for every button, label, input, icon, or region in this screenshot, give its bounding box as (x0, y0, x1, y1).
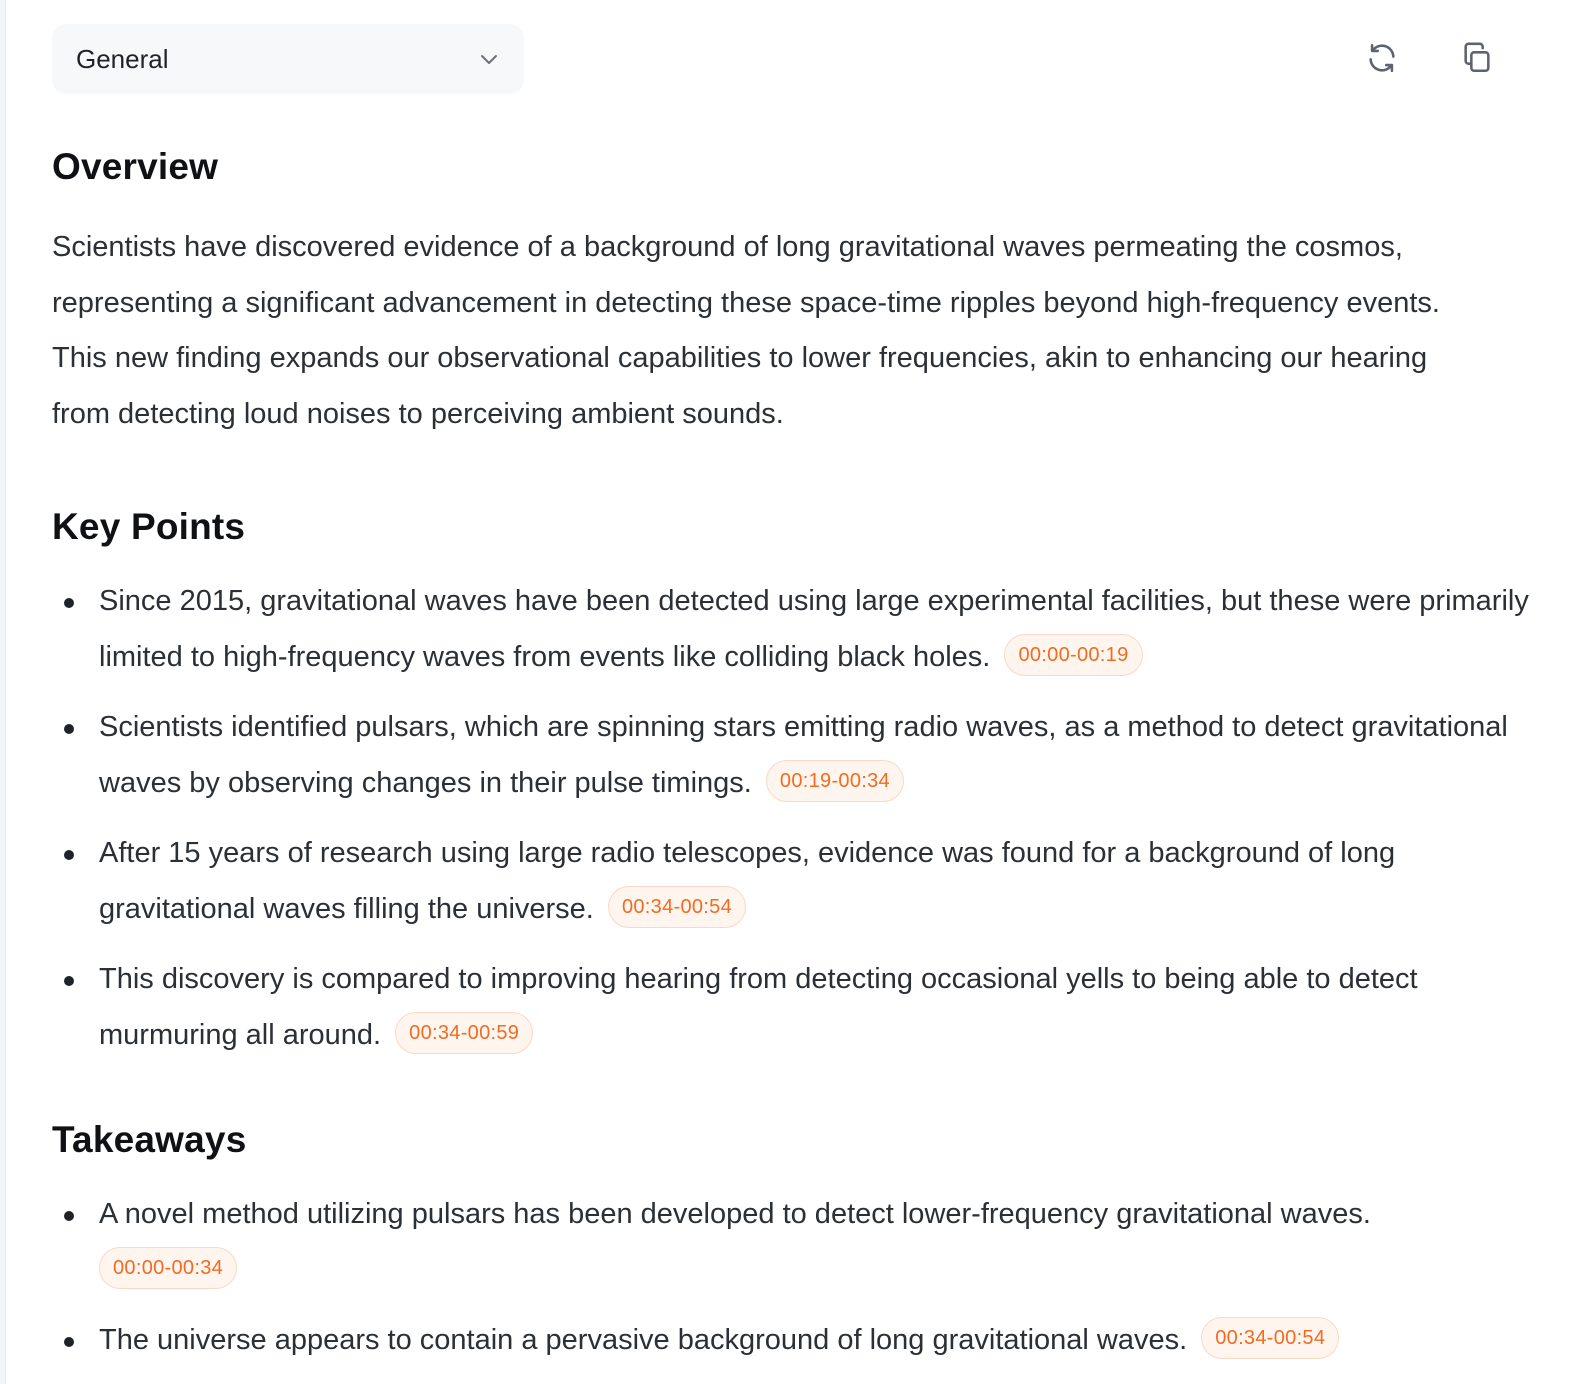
summary-panel (52, 24, 1532, 1384)
key-point-item (52, 952, 1532, 1063)
key-point-item (52, 700, 1532, 811)
key-point-text: Since 2015, gravitational waves have been detected using large experimental facilities, but these were primarily limited to high-frequency waves from events like colliding black holes. (99, 585, 1529, 673)
takeaways-heading: Takeaways (52, 1119, 247, 1160)
key-point-item (52, 826, 1532, 937)
key-points-list (52, 574, 1532, 1063)
timestamp-chip[interactable]: 00:34-00:54 (608, 886, 746, 928)
key-points-heading: Key Points (52, 506, 246, 547)
key-point-text: After 15 years of research using large radio telescopes, evidence was found for a background of long gravitational waves filling the universe. (99, 837, 1396, 925)
toolbar (52, 24, 1532, 96)
overview-heading: Overview (52, 146, 219, 187)
timestamp-chip[interactable]: 00:19-00:34 (766, 760, 904, 802)
refresh-icon (1365, 41, 1399, 80)
summary-type-select[interactable] (52, 24, 524, 94)
chevron-down-icon (478, 48, 500, 70)
timestamp-chip[interactable]: 00:34-00:59 (395, 1012, 533, 1054)
timestamp-chip[interactable]: 00:34-00:54 (1201, 1317, 1339, 1359)
timestamp-chip[interactable]: 00:00-00:34 (99, 1247, 237, 1289)
copy-button[interactable] (1455, 38, 1499, 82)
left-panel-border (0, 0, 6, 1384)
takeaway-text: The universe appears to contain a pervasive background of long gravitational waves. (99, 1324, 1188, 1356)
key-point-text: Scientists identified pulsars, which are spinning stars emitting radio waves, as a method to detect gravitational waves by observing changes in their pulse timings. (99, 711, 1508, 799)
copy-icon (1460, 41, 1494, 80)
key-point-text: This discovery is compared to improving hearing from detecting occasional yells to being able to detect murmuring all around. (99, 963, 1418, 1051)
timestamp-chip[interactable]: 00:00-00:19 (1004, 634, 1142, 676)
regenerate-button[interactable] (1360, 38, 1404, 82)
overview-text: Scientists have discovered evidence of a background of long gravitational waves permeating the cosmos, representing a significant advancement in detecting these space-time ripples beyond high-frequency events. This new finding expands our observational capabilities to lower frequencies, akin to enhancing our hearing from detecting loud noises to perceiving ambient sounds. (52, 231, 1440, 430)
takeaway-item (52, 1313, 1532, 1369)
takeaway-text: A novel method utilizing pulsars has been developed to detect lower-frequency gravitational waves. (99, 1198, 1371, 1230)
summary-type-value: General (76, 43, 169, 74)
takeaway-item (52, 1187, 1532, 1298)
key-point-item (52, 574, 1532, 685)
takeaways-list (52, 1187, 1532, 1369)
